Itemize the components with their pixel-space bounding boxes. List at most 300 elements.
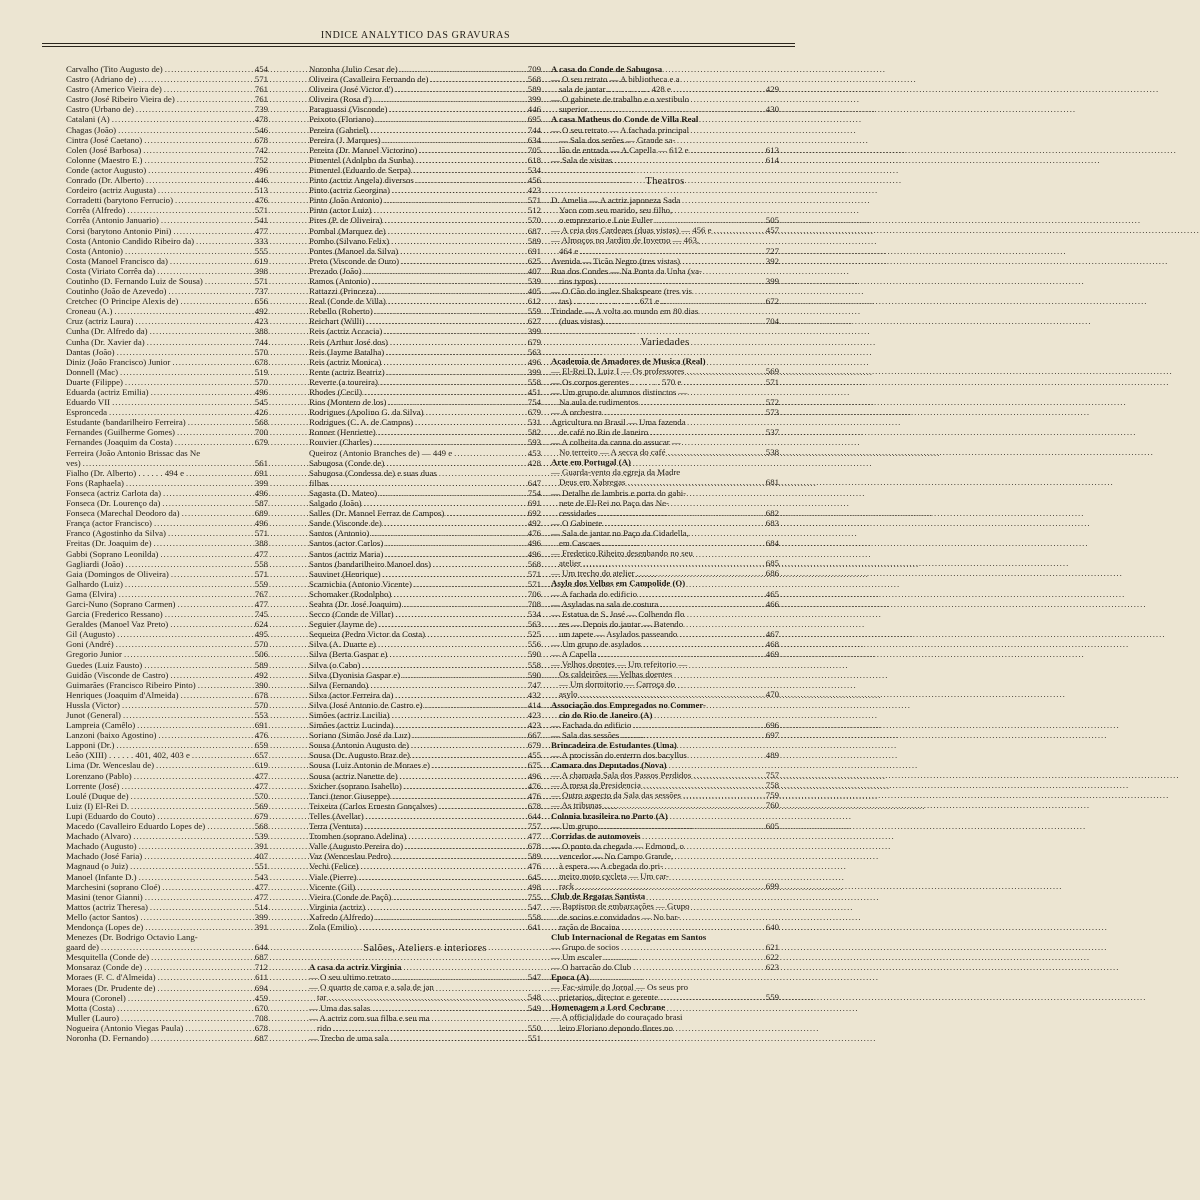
dot-leader [372,276,521,286]
dot-leader [374,205,521,215]
index-entry [551,64,779,74]
dot-leader [388,296,521,306]
page-number: 670 [254,1002,268,1013]
dot-leader [643,639,759,649]
index-entry [66,781,268,791]
index-entry [551,114,779,124]
entry-text: Conrado (Dr. Alberto) [66,175,144,186]
page-number: 571 [765,376,779,387]
entry-text: — O seu ultimo retrato [309,972,391,983]
index-entry [309,125,541,135]
dot-leader [415,417,521,427]
entry-text: Vicente (Gil) [309,881,356,892]
entry-text: lão de entrada — A Capella — 612 e [559,144,689,155]
index-entry [309,872,541,882]
dot-leader [371,528,521,538]
entry-text: meiro moto cycleta — Um car- [559,871,669,882]
dot-leader [175,195,248,205]
entry-text: Castro (José Ribeiro Vieira de) [66,94,175,105]
dot-leader [660,599,759,609]
index-entry [551,125,779,135]
index-entry [309,771,541,781]
page-number: 709 [527,64,541,74]
index-entry [66,660,268,670]
page-number: 539 [527,275,541,286]
dot-leader [622,922,759,932]
entry-text: Moura (Coronel) [66,992,126,1003]
page-number: 678 [254,689,268,700]
index-entry [551,710,779,720]
entry-text: Garci-Nuno (Soprano Carmen) [66,598,176,609]
entry-text: Pinto (actriz Angela) diversos [309,175,414,186]
dot-leader [101,942,248,952]
entry-text: Arte em Portugal (A) [551,457,631,468]
dot-leader [117,629,248,639]
dot-leader [380,377,521,387]
entry-text: — Baptismo de embarcações — Grupo [551,901,690,912]
page-number: 571 [254,568,268,579]
page-number: 498 [527,881,541,892]
page-number: 618 [527,154,541,165]
index-entry [309,316,541,326]
entry-text: Vechi (Felice) [309,861,359,872]
entry-text: Fons (Raphaela) [66,477,124,488]
index-entry [309,1033,541,1043]
entry-text: Galhardo (Luiz) [66,578,123,589]
page-number: 624 [254,619,268,630]
theatros-list [551,195,779,326]
index-entry [309,750,541,760]
index-entry [66,337,268,347]
dot-leader [416,175,521,185]
index-entry [66,347,268,357]
page-number: 399 [254,477,268,488]
dot-leader [383,357,521,367]
entry-text: Conde (actor Augusto) [66,164,147,175]
dot-leader [83,458,248,468]
page-number: 558 [254,558,268,569]
entry-text: cessidades [559,507,597,518]
page-number: 752 [254,154,268,165]
page-number: 704 [765,316,779,327]
entry-text: Pereira (Gabriel) [309,124,369,135]
dot-leader [125,246,248,256]
entry-text: Sauvinet (Henrique) [309,568,381,579]
page-number: 582 [527,427,541,438]
index-entry [309,639,541,649]
index-entry [66,589,268,599]
entry-text: Pereira (Dr. Manoel Victorino) [309,144,418,155]
index-entry [66,377,268,387]
page-number: 467 [765,628,779,639]
dot-leader [125,559,248,569]
index-entry [66,811,268,821]
dot-leader [392,710,521,720]
entry-text: — O seu retrato — A fachada principal [551,124,690,135]
page-number: 570 [254,376,268,387]
dot-leader [364,387,521,397]
entry-text: Rhodes (Cecil) [309,387,363,397]
index-entry [309,821,541,831]
index-entry [551,447,779,457]
index-entry [309,74,541,84]
entry-text: Camara dos Deputados (Nova) [551,760,667,771]
entry-text: Pombal (Marquez de) [309,225,386,236]
page-number: 477 [254,770,268,781]
page-number: 453 [527,447,541,458]
page-number: 492 [254,306,268,317]
entry-text: Fonseca (Marechal Deodoro da) [66,508,180,519]
dot-leader [151,1033,248,1043]
dot-leader [151,387,248,397]
index-entry [551,750,779,760]
page-number: 695 [527,114,541,125]
index-entry [309,892,541,902]
entry-text: Marchesini (soprano Cloé) [66,881,161,892]
dot-leader [162,882,248,892]
entry-text: res — Depois do jantar — Batendo [559,618,684,629]
entry-text: Silva (Fernando) [309,679,369,690]
page-number: 496 [527,538,541,549]
page-number: 388 [254,538,268,549]
index-entry [309,458,541,468]
index-entry [66,448,268,458]
index-entry [66,1023,268,1033]
entry-text: atelier [559,558,581,569]
index-entry [309,94,541,104]
entry-text: rios typos) [559,275,597,286]
dot-leader [690,145,759,155]
index-entry [309,276,541,286]
index-entry [66,639,268,649]
page-number: 558 [527,911,541,922]
entry-text: rack [559,881,575,892]
entry-text: — Um dormitorio — Carroça do [559,679,676,690]
entry-text: Espronceda [66,407,108,418]
entry-text: Reis (Arthur José dos) [309,336,388,347]
index-entry [309,326,541,336]
page-number: 468 [765,638,779,649]
dot-leader [454,448,521,458]
entry-text: Goni (André) [66,639,114,650]
index-entry [309,347,541,357]
entry-text: — Fac-simile do Jornal — Os seus pro [551,982,689,993]
page-number: 407 [254,851,268,862]
page-number: 691 [527,245,541,256]
index-entry [551,256,779,266]
page-number: 739 [254,104,268,115]
entry-text: — Asyladas na sala de costura [551,598,659,609]
page-number: 407 [527,265,541,276]
page-number: 570 [254,346,268,357]
page-number: 426 [254,407,268,418]
page-number: 679 [254,437,268,448]
index-entry [66,215,268,225]
index-entry [551,437,779,447]
index-entry [551,972,779,982]
page-number: 477 [527,831,541,842]
entry-text: leiro Floriano depondo flores no [559,1022,673,1033]
entry-text: Deus em Xabregas [559,477,626,488]
dot-leader [165,64,248,74]
index-entry [309,286,541,296]
entry-text: Rua dos Condes — Na Ponta da Unha (va- [551,265,702,276]
index-entry [551,477,779,487]
dot-leader [173,226,248,236]
variedades-list [551,356,779,1032]
entry-text: Valle (Augusto Pereira do) [309,841,404,852]
entry-text: Paraguassi (Visconde) [309,104,388,115]
entry-text: nete de El-Rei no Paço das Ne- [559,497,669,508]
dot-leader [175,437,248,447]
index-entry [66,831,268,841]
page-number: 678 [254,1022,268,1033]
page-number: 571 [254,275,268,286]
index-entry [309,528,541,538]
page-number: 692 [527,508,541,519]
dot-leader [384,195,521,205]
entry-text: Corradetti (barytono Ferrucio) [66,195,173,206]
dot-leader [637,568,759,578]
entry-text: Mattos (actriz Theresa) [66,901,148,912]
entry-text: Silva (José Antonio de Castro e) [309,699,423,710]
entry-text: — Fachada do edificio [551,719,632,730]
page-number: 525 [527,629,541,640]
index-entry [66,458,268,468]
index-entry [551,619,779,629]
page-number: 496 [527,548,541,559]
index-entry [309,296,541,306]
index-entry [66,942,268,952]
index-entry [309,488,541,498]
page-number: 390 [254,679,268,690]
entry-text: — Sala de jantar no Paço da Cidadella, [551,527,689,538]
dot-leader [389,104,521,114]
dot-leader [598,649,759,659]
entry-text: Viale (Pierre) [309,871,357,882]
page-number: 634 [527,134,541,145]
page-number: 684 [765,538,779,549]
page-number: 587 [254,498,268,509]
dot-leader [117,1003,248,1013]
entry-text: Eduardo VII [66,397,111,408]
entry-text: Silva (Berta Gaspar e) [309,649,388,660]
entry-text: Terra (Ventura) [309,821,363,832]
dot-leader [365,821,521,831]
entry-text: Ramos (Antonio) [309,275,371,286]
entry-text: Club Internacional de Regatas em Santos [551,931,707,942]
page-number: 477 [254,881,268,892]
dot-leader [359,922,521,932]
dot-leader [165,609,248,619]
dot-leader [205,276,248,286]
dot-leader [333,1023,521,1033]
index-entry [66,760,268,770]
entry-text: Ronner (Henriette) [309,427,376,438]
page-number: 613 [765,144,779,155]
page-number: 495 [254,629,268,640]
index-entry [309,649,541,659]
entry-text: Associação dos Empregados no Commer- [551,699,706,710]
entry-text: Reis (actriz Accacia) [309,326,383,337]
page-number: 549 [527,1002,541,1013]
dot-leader [686,366,759,376]
dot-leader [177,427,248,437]
page-number: 683 [765,517,779,528]
index-entry [551,104,779,114]
section-title-variedades: Variedades [640,337,690,349]
page-number: 757 [527,821,541,832]
dot-leader [150,326,248,336]
entry-text: — Trecho de uma sala [309,1032,389,1043]
page-number: 531 [527,417,541,428]
dot-leader [643,780,759,790]
dot-leader [181,690,249,700]
entry-text: Zola (Emilio) [309,921,358,932]
index-entry [309,660,541,670]
dot-leader [400,246,521,256]
dot-leader [385,538,521,548]
dot-leader [583,558,759,568]
index-entry [309,155,541,165]
dot-leader [157,811,248,821]
dot-leader [392,791,521,801]
entry-text: Rodrigues (C. A. de Campos) [309,417,414,428]
dot-leader [605,316,759,326]
entry-text: ves) [66,457,81,468]
dot-leader [372,1003,521,1013]
index-entry [551,235,779,245]
entry-text: — Um grupo de asylados [551,638,641,649]
index-entry [66,750,268,760]
index-entry [309,427,541,437]
dot-leader [146,175,248,185]
index-entry [309,538,541,548]
dot-leader [714,225,759,235]
entry-text: Corsi (barytono Antonio Pini) [66,225,172,236]
page-number: 333 [254,235,268,246]
page-number: 761 [254,94,268,105]
dot-leader [375,912,521,922]
index-entry [309,195,541,205]
entry-text: Rodrigues (Apolino G. da Silva) [309,407,424,418]
page-number: 659 [254,740,268,751]
index-entry [551,296,779,306]
index-entry [309,165,541,175]
dot-leader [640,397,759,407]
entry-text: Trindade — A volta ao mundo em 80 dias [551,306,699,317]
index-entry [66,619,268,629]
dot-leader [379,488,521,498]
entry-text: A casa da actriz Virginia [309,962,402,973]
entry-text: Reis (Jayme Batalha) [309,346,385,357]
index-entry [66,872,268,882]
index-entry [309,831,541,841]
index-entry [66,993,268,1003]
dot-leader [182,508,248,518]
index-entry [551,467,779,477]
index-entry [309,478,541,488]
index-entry [551,780,779,790]
dot-leader [145,922,248,932]
index-entry [551,195,779,205]
index-entry [309,972,541,982]
index-entry [66,932,268,942]
index-entry [66,276,268,286]
entry-text: Gabbi (Soprano Leonilda) [66,548,159,559]
index-entry [551,841,779,851]
entry-text: Colonia brasileira no Porto (A) [551,810,668,821]
index-entry [66,397,268,407]
index-entry [309,407,541,417]
entry-text: — Sala dos serões — Grande sa- [559,134,676,145]
page-number: 476 [527,780,541,791]
dot-leader [390,337,521,347]
entry-text: — Um escaler [551,951,602,962]
page-number: 543 [254,871,268,882]
index-entry [66,579,268,589]
index-entry [309,468,541,478]
dot-leader [590,104,759,114]
index-entry [66,518,268,528]
entry-text: França (actor Francisco) [66,518,152,529]
index-entry [551,982,779,992]
dot-leader [384,326,521,336]
dot-leader [426,407,521,417]
entry-text: Luiz (I) El-Rei D. [66,800,130,811]
index-entry [551,790,779,800]
dot-leader [172,357,248,367]
dot-leader [388,397,521,407]
page-number: 614 [765,154,779,165]
page-number: 519 [254,366,268,377]
dot-leader [650,427,759,437]
dot-leader [668,447,760,457]
page-number: 593 [527,437,541,448]
index-entry [66,407,268,417]
index-entry [551,811,779,821]
index-entry [309,215,541,225]
entry-text: Tanci (tenor Giuseppe) [309,790,390,801]
entry-text: Prezado (João) [309,265,362,276]
page-number: 744 [527,124,541,135]
page-number: 423 [254,316,268,327]
page-number: 558 [527,659,541,670]
page-title: INDICE ANALYTICO DAS GRAVURAS [320,30,511,41]
page-number: 571 [254,74,268,85]
entry-text: — Os corpos gerentes . . . . . . . 570 e [551,376,682,387]
index-entry [309,256,541,266]
index-entry [66,1003,268,1013]
dot-leader [401,256,521,266]
entry-text: Sequeira (Pedro Victor da Costa) [309,629,426,640]
dot-leader [627,477,759,487]
index-entry [309,811,541,821]
entry-text: Estudante (bandarilheiro Ferreira) [66,417,186,428]
index-entry [551,377,779,387]
entry-text: Costa (Manoel Francisco da) [66,255,168,266]
page-number: 399 [254,911,268,922]
dot-leader [118,125,248,135]
index-entry [551,528,779,538]
page-number: 550 [527,1022,541,1033]
page-number: 392 [765,255,779,266]
entry-text: Gama (Elvira) [66,588,117,599]
index-entry [66,690,268,700]
dot-leader [136,104,248,114]
dot-leader [168,528,248,538]
entry-text: Ferreira (João Antonio Brissac das Ne [66,447,201,458]
